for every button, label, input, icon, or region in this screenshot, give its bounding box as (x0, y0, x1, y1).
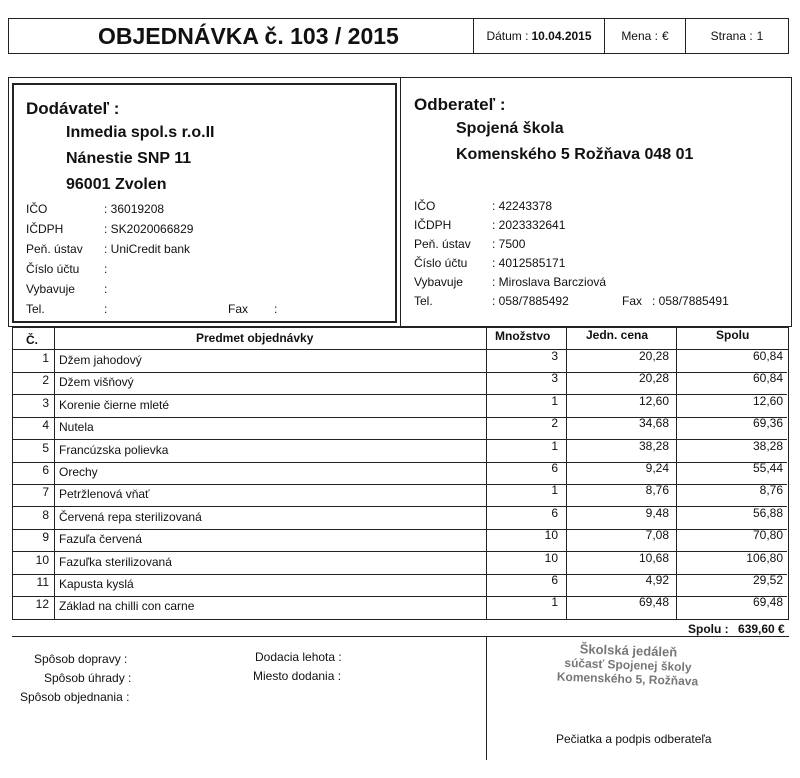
school-stamp: Školská jedáleň súčasť Spojenej školy Komenského 5, Rožňava (556, 641, 699, 689)
page-value: 1 (756, 29, 764, 43)
cell-item: Červená repa sterilizovaná (59, 509, 202, 524)
header-qty: Množstvo (495, 329, 551, 343)
supplier-city: 96001 Zvolen (66, 176, 167, 193)
currency-cell (604, 18, 686, 54)
customer-fields (414, 199, 606, 313)
supplier-icdph: IČDPH : SK2020066829 (26, 222, 194, 236)
cell-unit: 69,48 (638, 595, 669, 610)
cell-qty: 10 (544, 528, 558, 543)
cell-unit: 20,28 (638, 371, 669, 386)
customer-tel: Tel. : 058/7885492 (414, 294, 569, 308)
cell-item: Kapusta kyslá (59, 577, 134, 591)
cell-no: 12 (35, 597, 49, 612)
cell-unit: 38,28 (638, 438, 669, 453)
table-row (12, 505, 787, 530)
cell-total: 60,84 (752, 371, 783, 386)
footer-divider (486, 636, 487, 760)
date-value: 10.04.2015 (531, 29, 592, 43)
cell-unit: 12,60 (638, 393, 669, 408)
cell-no: 5 (42, 440, 49, 455)
delivery-deadline-label: Dodacia lehota : (255, 650, 342, 664)
cell-total: 8,76 (759, 483, 783, 498)
supplier-fax: Fax : (228, 302, 278, 316)
cell-no: 7 (42, 485, 49, 500)
cell-item: Nutela (59, 420, 94, 435)
cell-unit: 34,68 (638, 416, 669, 431)
customer-heading: Odberateľ : (414, 95, 506, 114)
payment-label: Spôsob úhrady : (44, 671, 132, 685)
cell-unit: 4,92 (645, 573, 669, 587)
table-row (12, 463, 787, 485)
supplier-fields (26, 202, 193, 322)
cell-qty: 2 (551, 416, 558, 431)
cell-qty: 3 (551, 349, 558, 363)
sum-value: 639,60 € (738, 622, 785, 636)
cell-total: 69,36 (752, 416, 783, 431)
cell-item: Fazuľa červená (59, 532, 142, 547)
sum-row (688, 622, 785, 636)
header-total: Spolu (716, 328, 750, 342)
table-row (12, 530, 787, 552)
customer-fax: Fax : 058/7885491 (622, 294, 729, 308)
table-row (12, 575, 787, 597)
ordering-label: Spôsob objednania : (20, 690, 130, 704)
cell-total: 56,88 (752, 505, 783, 520)
customer-name: Spojená škola (456, 120, 564, 137)
page-cell (685, 18, 789, 54)
customer-address: Komenského 5 Rožňava 048 01 (456, 146, 694, 163)
supplier-contact: Vybavuje : (26, 282, 108, 296)
order-title: OBJEDNÁVKA č. 103 / 2015 (98, 23, 399, 49)
cell-unit: 9,48 (645, 505, 669, 520)
cell-qty: 6 (551, 505, 558, 520)
cell-item: Džem višňový (59, 375, 134, 390)
cell-unit: 9,24 (645, 461, 669, 475)
customer-ico: IČO : 42243378 (414, 199, 553, 213)
cell-item: Petržlenová vňať (59, 487, 150, 502)
cell-item: Francúzska polievka (59, 442, 169, 457)
header-no: Č. (26, 333, 38, 347)
table-row (12, 351, 787, 373)
cell-total: 60,84 (752, 349, 783, 363)
customer-bank: Peň. ústav : 7500 (414, 237, 526, 251)
currency-value: € (662, 29, 669, 43)
cell-qty: 6 (551, 461, 558, 475)
table-row (12, 418, 787, 440)
cell-no: 4 (42, 418, 49, 433)
delivery-place-label: Miesto dodania : (253, 669, 342, 683)
cell-unit: 7,08 (645, 528, 669, 543)
cell-total: 106,80 (746, 550, 783, 565)
cell-qty: 6 (551, 573, 558, 587)
cell-unit: 20,28 (638, 349, 669, 363)
supplier-account: Číslo účtu : (26, 262, 108, 276)
footer-rule (12, 636, 789, 637)
supplier-heading: Dodávateľ : (26, 99, 120, 118)
cell-qty: 1 (551, 595, 558, 610)
cell-no: 1 (42, 351, 49, 365)
signature-label: Pečiatka a podpis odberateľa (556, 732, 712, 746)
customer-contact: Vybavuje : Miroslava Barcziová (414, 275, 607, 289)
transport-label: Spôsob dopravy : (34, 652, 128, 666)
table-row (12, 393, 787, 418)
cell-no: 2 (42, 373, 49, 388)
cell-unit: 8,76 (645, 483, 669, 498)
table-row (12, 550, 787, 575)
date-cell (473, 18, 605, 54)
cell-total: 29,52 (752, 573, 783, 587)
cell-item: Fazuľka sterilizovaná (59, 554, 172, 569)
supplier-ico: IČO : 36019208 (26, 202, 165, 216)
cell-qty: 10 (544, 550, 558, 565)
supplier-street: Nánestie SNP 11 (66, 150, 192, 167)
cell-total: 69,48 (752, 595, 783, 610)
cell-no: 10 (35, 552, 49, 567)
supplier-tel: Tel. : (26, 302, 108, 316)
cell-no: 8 (42, 507, 49, 522)
cell-unit: 10,68 (638, 550, 669, 565)
table-row (12, 438, 787, 463)
cell-item: Korenie čierne mleté (59, 397, 170, 412)
supplier-bank: Peň. ústav : UniCredit bank (26, 242, 191, 256)
cell-item: Základ na chilli con carne (59, 599, 195, 614)
page-label: Strana : (710, 29, 753, 43)
parties-divider (400, 77, 401, 327)
cell-no: 6 (42, 463, 49, 477)
cell-no: 11 (36, 575, 49, 589)
cell-total: 70,80 (752, 528, 783, 543)
table-row (12, 597, 787, 619)
cell-qty: 1 (551, 483, 558, 498)
cell-no: 3 (42, 395, 49, 410)
date-label: Dátum : (486, 29, 529, 43)
cell-qty: 1 (551, 438, 558, 453)
currency-label: Mena : (621, 29, 658, 43)
customer-icdph: IČDPH : 2023332641 (414, 218, 566, 232)
table-row (12, 485, 787, 507)
sum-label: Spolu : (688, 622, 729, 636)
cell-item: Orechy (59, 465, 98, 479)
supplier-name: Inmedia spol.s r.o.II (66, 124, 215, 141)
table-row (12, 373, 787, 395)
customer-account: Číslo účtu : 4012585171 (414, 256, 566, 270)
cell-qty: 1 (551, 393, 558, 408)
cell-item: Džem jahodový (59, 353, 142, 367)
cell-total: 38,28 (752, 438, 783, 453)
cell-no: 9 (42, 530, 49, 545)
header-unit: Jedn. cena (586, 328, 649, 342)
cell-qty: 3 (551, 371, 558, 386)
cell-total: 55,44 (752, 461, 783, 475)
header-item: Predmet objednávky (196, 331, 314, 345)
cell-total: 12,60 (752, 393, 783, 408)
table-header-rule (12, 349, 789, 350)
